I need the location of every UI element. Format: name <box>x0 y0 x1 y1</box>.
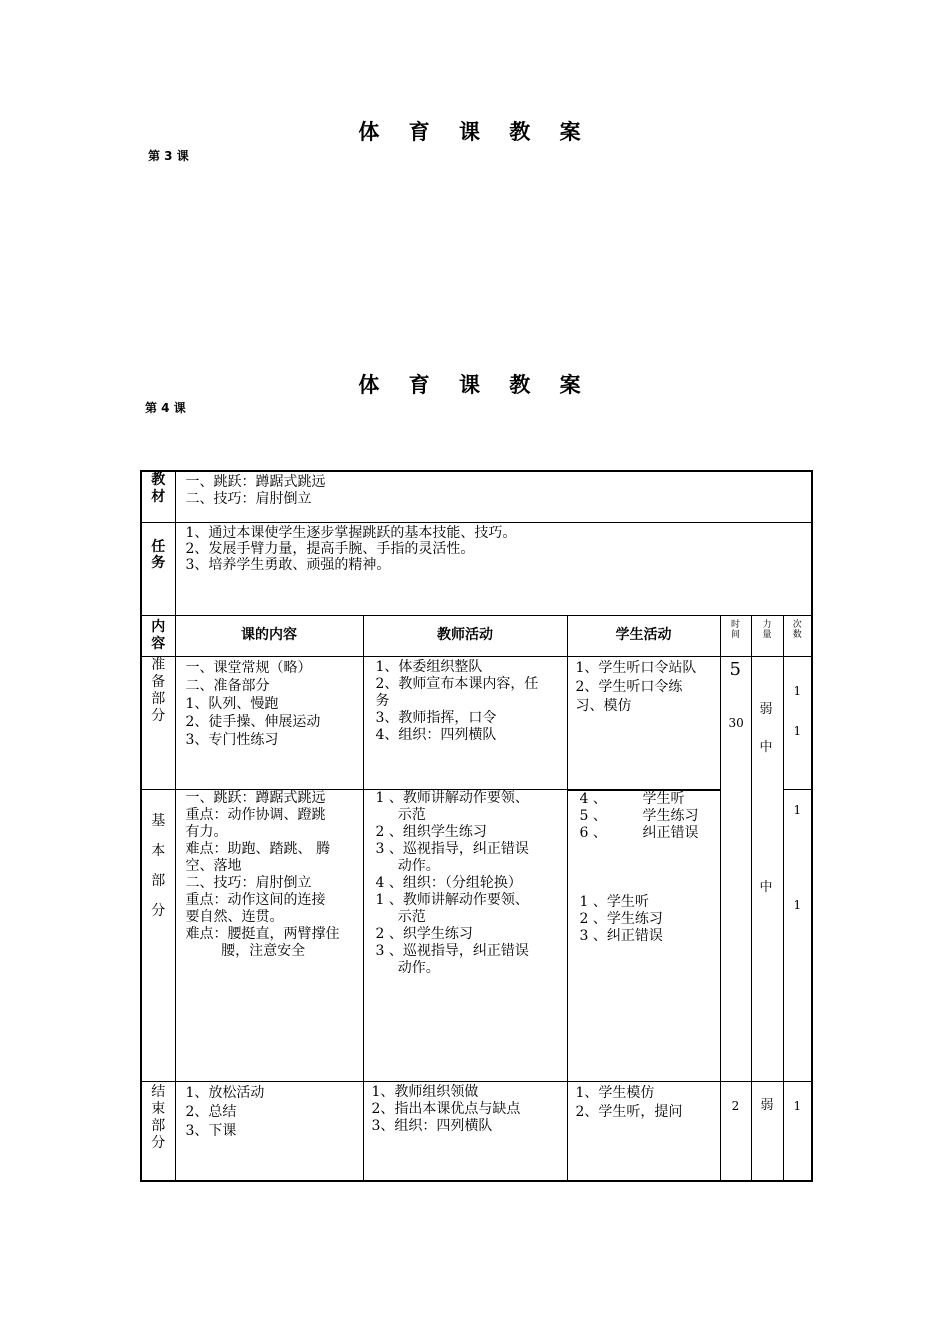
end-count: 1 <box>783 1081 812 1181</box>
prep-content: 一、课堂常规（略） 二、准备部分 1、队列、慢跑 2、徒手操、伸展运动 3、专门性练习 <box>175 656 363 789</box>
end-row <box>141 1081 812 1181</box>
end-teacher: 1、教师组织领做 2、指出本课优点与缺点 3、组织：四列横队 <box>363 1081 567 1181</box>
end-student: 1、学生模仿 2、学生听，提问 <box>567 1081 720 1181</box>
prep-intensity-b: 中 <box>759 739 773 755</box>
lesson3-title: 体 育 课 教 案 <box>358 120 592 144</box>
header-count: 次 数 <box>783 615 812 656</box>
materials-content <box>175 471 812 522</box>
basic-teacher: 1 、教师讲解动作要领、 示范 2 、组织学生练习 3 、巡视指导，纠正错误 动作。 4 、组织：（分组轮换） 1 、教师讲解动作要领、 示范 2 、织学生练习 3 、巡视指导，纠正错误 动作。 <box>363 789 567 1081</box>
prep-student: 1、学生听口令站队 2、学生听口令练 习、模仿 <box>567 656 720 789</box>
tasks-row <box>141 522 812 615</box>
end-content: 1、放松活动 2、总结 3、下课 <box>175 1081 363 1181</box>
basic-label: 基 本 部 分 <box>141 789 175 1081</box>
basic-row <box>141 789 812 1081</box>
header-intensity: 力 量 <box>751 615 783 656</box>
end-label: 结 束 部 分 <box>141 1081 175 1181</box>
materials-line: 二、技巧：肩肘倒立 <box>185 491 312 507</box>
materials-line: 一、跳跃：蹲踞式跳远 <box>185 474 326 490</box>
tasks-label: 任 务 <box>141 522 175 615</box>
prep-basic-time <box>720 656 751 1081</box>
tasks-content <box>175 522 812 615</box>
header-row <box>141 615 812 656</box>
prep-intensity-a: 弱 <box>759 701 773 717</box>
prep-label: 准 备 部 分 <box>141 656 175 789</box>
basic-student: 4 、 学生听 5 、 学生练习 6 、 纠正错误 1 、学生听 2 、学生练习 3 、纠正错误 <box>567 789 720 1081</box>
task-line: 1、通过本课使学生逐步掌握跳跃的基本技能、技巧。 <box>185 524 517 541</box>
materials-row <box>141 471 812 522</box>
prep-teacher: 1、体委组织整队 2、教师宣布本课内容，任 务 3、教师指挥，口令 4、组织：四列横队 <box>363 656 567 789</box>
task-line: 2、发展手臂力量，提高手腕、手指的灵活性。 <box>185 540 475 557</box>
prep-row <box>141 656 812 789</box>
prep-count: 1 1 <box>783 656 812 789</box>
end-time: 2 <box>720 1081 751 1181</box>
header-lesson-content: 课的内容 <box>175 615 363 656</box>
prep-time-main: 5 <box>729 658 741 680</box>
header-time: 时 间 <box>720 615 751 656</box>
lesson3-number: 第 3 课 <box>148 149 189 163</box>
content-label: 内 容 <box>141 615 175 656</box>
basic-count: 1 1 <box>783 789 812 1081</box>
prep-time-sub: 30 <box>728 715 744 730</box>
basic-intensity: 中 <box>759 879 773 895</box>
lesson4-title: 体 育 课 教 案 <box>358 373 592 397</box>
prep-basic-intensity <box>751 656 783 1081</box>
materials-label: 教 材 <box>141 471 175 522</box>
task-line: 3、培养学生勇敢、顽强的精神。 <box>185 556 391 573</box>
end-intensity: 弱 <box>751 1081 783 1181</box>
basic-content: 一、跳跃：蹲踞式跳远 重点：动作协调、蹬跳 有力。 难点：助跑、踏跳、 腾 空、落地 二、技巧：肩肘倒立 重点：动作这间的连接 要自然、连贯。 难点：腰挺直，两臂撑住 腰，注意安全 <box>175 789 363 1081</box>
header-student-activity: 学生活动 <box>567 615 720 656</box>
header-teacher-activity: 教师活动 <box>363 615 567 656</box>
lesson-plan-table <box>140 470 813 1182</box>
lesson4-number: 第 4 课 <box>145 401 186 415</box>
